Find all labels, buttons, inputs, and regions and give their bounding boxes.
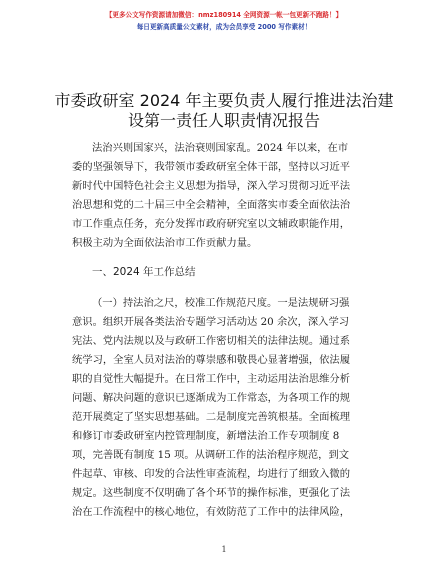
document-title-line-2: 设第一责任人职责情况报告 <box>127 111 320 130</box>
paragraph-line: 问题、解决问题的意识已逐渐成为工作常态，为各项工作的规 <box>72 392 351 404</box>
paragraph-line: 项，完善既有制度 15 项。从调研工作的法治程序规范，到文 <box>72 449 350 461</box>
paragraph-line: 新时代中国特色社会主义思想为指导，深入学习贯彻习近平法 <box>72 180 351 192</box>
section-heading: 一、2024 年工作总结 <box>92 266 196 278</box>
promo-banner-line-1: 【更多公文写作资源请加微信：nmz180914 全网资源一帐一包更新不跑路！】 <box>105 11 343 19</box>
paragraph-line: 意识。组织开展各类法治专题学习活动达 20 余次，深入学习 <box>72 316 350 328</box>
paragraph-line: 法治兴则国家兴，法治衰则国家乱。2024 年以来，在市 <box>92 142 349 154</box>
paragraph-line: 职的自觉性大幅提升。在日常工作中，主动运用法治思维分析 <box>72 373 351 385</box>
paragraph-line: 件起草、审核、印发的合法性审查流程，均进行了细致入微的 <box>72 468 351 480</box>
document-title-line-1: 市委政研室 2024 年主要负责人履行推进法治建 <box>54 91 394 110</box>
paragraph-line: 范开展奠定了坚实思想基础。二是制度完善筑根基。全面梳理 <box>72 411 351 423</box>
paragraph-line: 治思想和党的二十届三中全会精神，全面落实市委全面依法治 <box>72 199 351 211</box>
paragraph-line: 和修订市委政研室内控管理制度，新增法治工作专项制度 8 <box>72 430 340 442</box>
paragraph-line: 市工作重点任务，充分发挥市政府研究室以文辅政职能作用， <box>72 218 351 230</box>
paragraph-line: 委的坚强领导下，我带领市委政研室全体干部，坚持以习近平 <box>72 161 351 173</box>
paragraph-line: 统学习，全室人员对法治的尊崇感和敬畏心显著增强，依法履 <box>72 354 351 366</box>
paragraph-line: 治在工作流程中的核心地位，有效防范了工作中的法律风险， <box>72 506 351 518</box>
paragraph-line: 规定。这些制度不仅明确了各个环节的操作标准，更强化了法 <box>72 487 351 499</box>
paragraph-line: 宪法、党内法规以及与政研工作密切相关的法律法规。通过系 <box>72 335 351 347</box>
paragraph-line: （一）持法治之尺，校准工作规范尺度。一是法规研习强 <box>92 297 350 309</box>
page-number: 1 <box>221 545 227 554</box>
promo-banner-line-2: 每日更新高质量公文素材，成为会员享受 2000 写作素材！ <box>136 23 312 31</box>
paragraph-line: 积极主动为全面依法治市工作贡献力量。 <box>72 237 258 249</box>
